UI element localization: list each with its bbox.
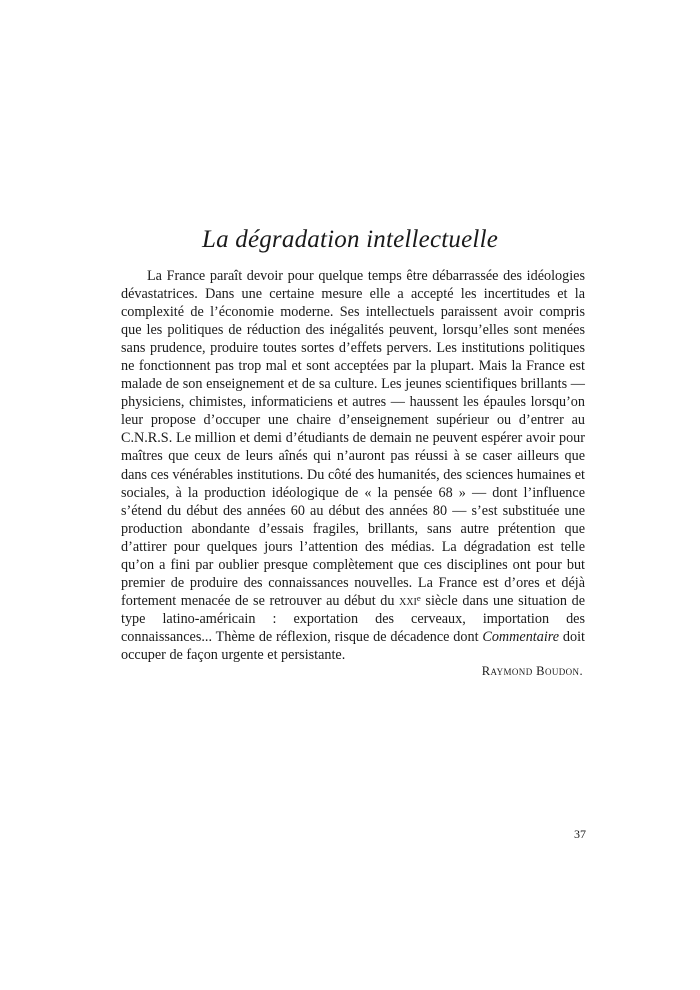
article-body bbox=[121, 267, 585, 664]
paragraph-text-part1: La France paraît devoir pour quelque temps être débarrassée des idéologies dévastatrices. Dans une certaine mesure elle a accepté les incertitudes et la complexité de l’économie moderne. Ses intellectuels paraissent avoir compris que les politiques de réduction des inégalités peuvent, lorsqu’elles sont menées sans prudence, produire toutes sortes d’effets pervers. Les institutions politiques ne fonctionnent pas trop mal et sont acceptées par la plupart. Mais la France est malade de son enseignement et de sa culture. Les jeunes scientifiques brillants — physiciens, chimistes, informaticiens et autres — haussent les épaules lorsqu’on leur propose d’occuper une chaire d’enseignement supérieur ou d’entrer au C.N.R.S. Le million et demi d’étudiants de demain ne peuvent espérer avoir pour maîtres que ceux de leurs aînés qui n’auront pas réussi à se caser ailleurs que dans ces vénérables institutions. Du côté des humanités, des sciences humaines et sociales, à la production idéologique de « la pensée 68 » — dont l’influence s’étend du début des années 60 au début des années 80 — s’est substituée une production abondante d’essais fragiles, brillants, sans autre prétention que d’attirer pour quelques jours l’attention des médias. La dégradation est telle qu’on a fini par oublier presque complètement que ces disciplines ont pour but premier de produire des connaissances nouvelles. La France est d’ores et déjà fortement menacée de se retrouver au début du bbox=[121, 268, 585, 609]
article-title: La dégradation intellectuelle bbox=[201, 226, 499, 253]
journal-name: Commentaire bbox=[482, 628, 560, 645]
author-signature: Raymond Boudon. bbox=[481, 664, 583, 678]
century-numeral: xxi bbox=[399, 592, 417, 609]
paragraph-text-part2: siècle dans une situation de type latino-américain : exportation des cerveaux, importation des connaissances... Thème de réflexion, risque de décadence dont bbox=[121, 592, 585, 645]
body-paragraph bbox=[121, 267, 585, 664]
page-number: 37 bbox=[574, 827, 586, 841]
century-superscript: e bbox=[416, 592, 421, 603]
paragraph-text-part3: doit occuper de façon urgente et persistante. bbox=[121, 628, 585, 663]
